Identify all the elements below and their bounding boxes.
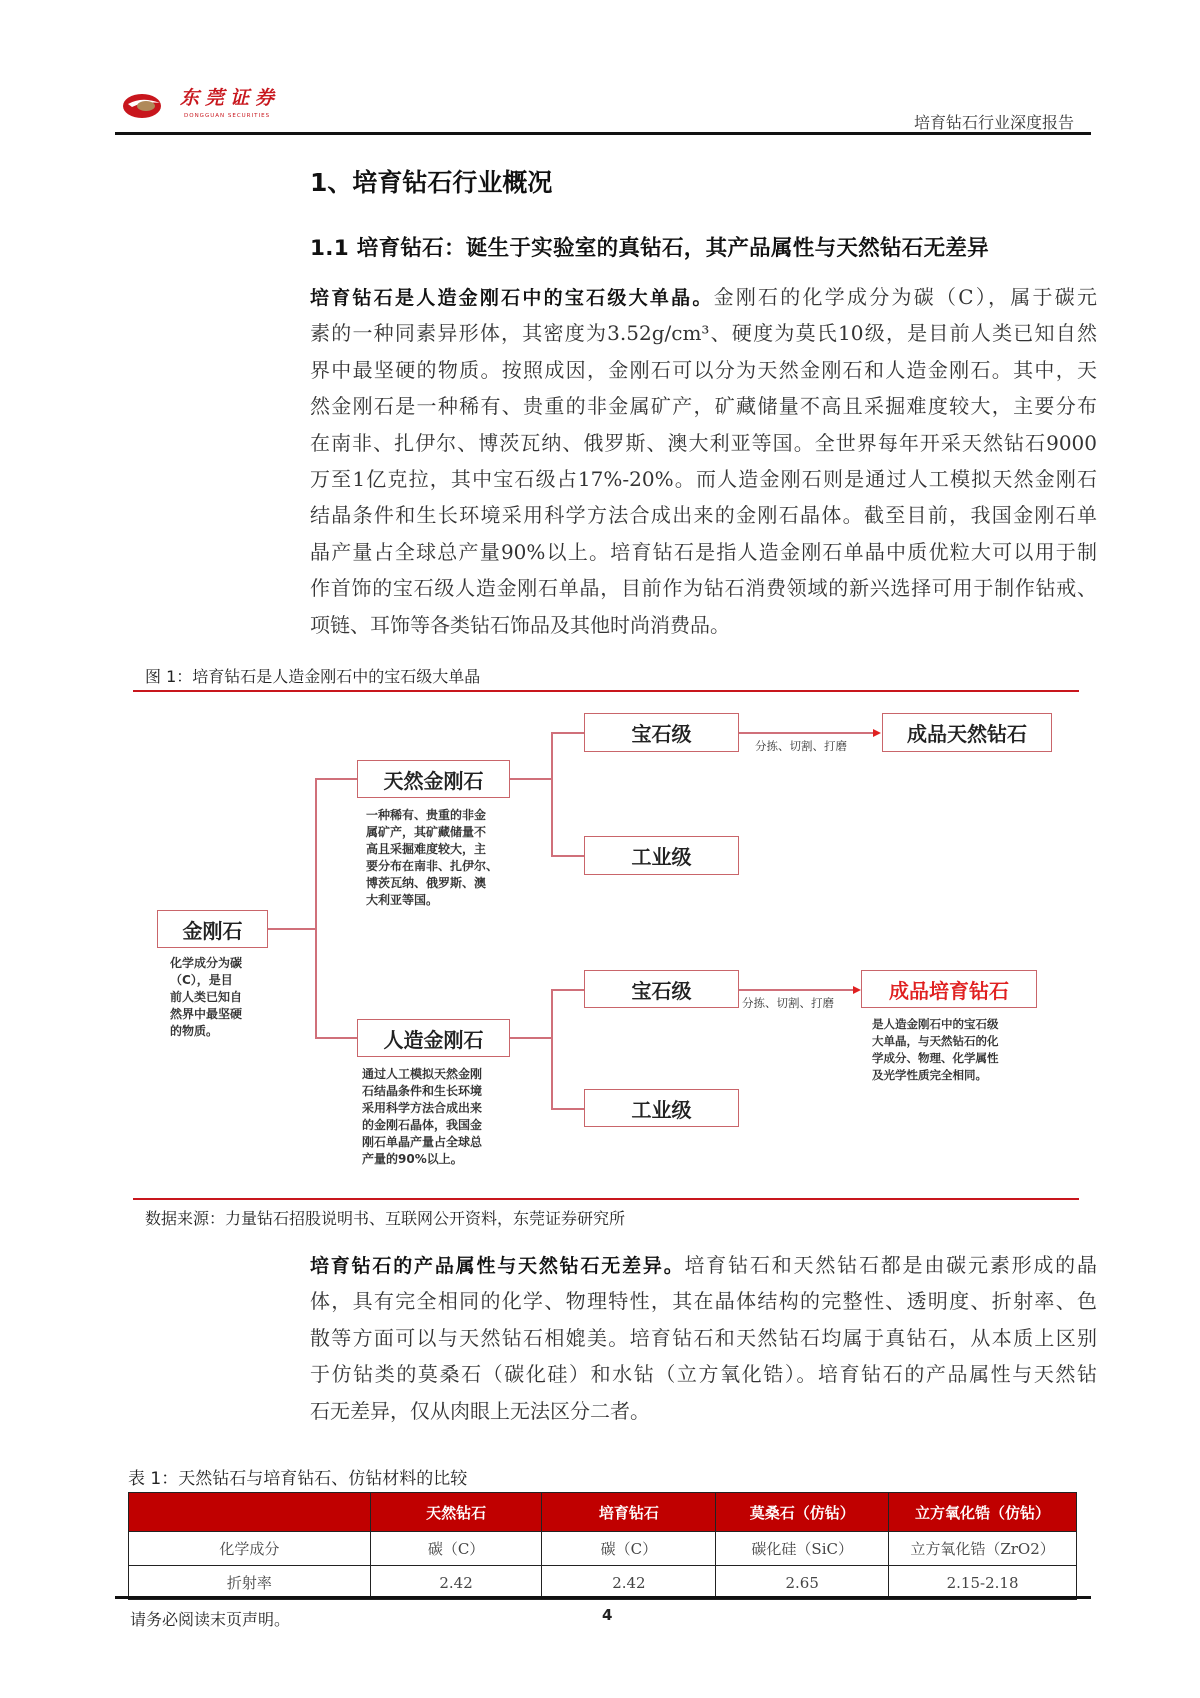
paragraph-line: 结晶条件和生长环境采用科学方法合成出来的金刚石晶体。截至目前，我国金刚石单 (310, 503, 1097, 528)
desc-line: 要分布在南非、扎伊尔、 (366, 859, 499, 873)
connector (551, 989, 553, 1109)
process-arrow-line (738, 732, 874, 734)
table-cell: 立方氧化锆（ZrO2） (889, 1532, 1077, 1566)
node-natural-product: 成品天然钻石 (882, 713, 1052, 752)
desc-line: 刚石单晶产量占全球总 (362, 1135, 483, 1149)
arrow-head-icon (873, 729, 881, 737)
paragraph-line: 于仿钻类的莫桑石（碳化硅）和水钻（立方氧化锆）。培育钻石的产品属性与天然钻 (310, 1362, 1097, 1387)
figure-top-rule (133, 690, 1079, 692)
table-caption: 表 1：天然钻石与培育钻石、仿钻材料的比较 (128, 1469, 468, 1489)
process-arrow-line (738, 989, 854, 991)
table-row (129, 1566, 1077, 1600)
column-header (129, 1493, 371, 1532)
page-number: 4 (602, 1606, 613, 1624)
desc-line: 前人类已知自 (170, 990, 243, 1004)
paragraph-lead: 培育钻石的产品属性与天然钻石无差异。 (310, 1255, 685, 1277)
subsection-title: 1.1 培育钻石：诞生于实验室的真钻石，其产品属性与天然钻石无差异 (310, 236, 989, 261)
node-synthetic-gem-grade: 宝石级 (584, 970, 739, 1008)
paragraph-line: 石无差异，仅从肉眼上无法区分二者。 (310, 1398, 650, 1423)
desc-line: 采用科学方法合成出来 (362, 1101, 483, 1115)
table-cell: 2.42 (542, 1566, 716, 1600)
desc-line: 化学成分为碳 (170, 956, 243, 970)
line-text: 金刚石的化学成分为碳（C），属于碳元 (713, 285, 1097, 309)
connector (551, 1108, 584, 1110)
desc-line: 的金刚石晶体，我国金 (362, 1118, 483, 1132)
footer-divider (115, 1596, 1091, 1599)
desc-line: 大利亚等国。 (366, 893, 439, 907)
table-cell: 碳（C） (542, 1532, 716, 1566)
paragraph-lead: 培育钻石是人造金刚石中的宝石级大单晶。 (310, 287, 714, 309)
figure-source: 数据来源：力量钻石招股说明书、互联网公开资料，东莞证券研究所 (145, 1209, 626, 1228)
connector (551, 732, 553, 856)
paragraph-line: 晶产量占全球总产量90%以上。培育钻石是指人造金刚石单晶中质优粒大可以用于制 (310, 539, 1097, 564)
figure-bottom-rule (133, 1198, 1079, 1200)
paragraph-line: 素的一种同素异形体，其密度为3.52g/cm³、硬度为莫氏10级，是目前人类已知自然 (310, 321, 1097, 346)
connector (551, 855, 584, 857)
paragraph-line: 项链、耳饰等各类钻石饰品及其他时尚消费品。 (310, 612, 730, 637)
table-cell: 碳化硅（SiC） (716, 1532, 889, 1566)
node-natural-gem-grade: 宝石级 (584, 713, 739, 752)
desc-line: 学成分、物理、化学属性 (872, 1051, 999, 1065)
table-header-row (129, 1493, 1077, 1532)
company-logo (122, 92, 166, 120)
connector (509, 1037, 551, 1039)
column-header: 立方氧化锆（仿钻） (889, 1493, 1077, 1532)
desc-line: 是人造金刚石中的宝石级 (872, 1017, 999, 1031)
connector (315, 1037, 357, 1039)
desc-line: 一种稀有、贵重的非金 (366, 808, 487, 822)
paragraph-2 (310, 1247, 1097, 1429)
brand-name-en: DONGGUAN SECURITIES (184, 113, 271, 119)
node-synthetic-diamond: 人造金刚石 (357, 1019, 510, 1057)
footer-disclaimer: 请务必阅读末页声明。 (130, 1610, 291, 1629)
table-cell: 化学成分 (129, 1532, 371, 1566)
table-row (129, 1532, 1077, 1566)
desc-line: 高且采掘难度较大，主 (366, 842, 487, 856)
table-cell: 2.15-2.18 (889, 1566, 1077, 1600)
desc-line: 的物质。 (170, 1024, 219, 1038)
desc-line: 属矿产，其矿藏储量不 (366, 825, 487, 839)
header-divider (115, 132, 1091, 135)
connector (267, 928, 315, 930)
node-synthetic-industrial-grade: 工业级 (584, 1089, 739, 1127)
paragraph-line (310, 279, 1097, 315)
connector (315, 778, 357, 780)
paragraph-line: 在南非、扎伊尔、博茨瓦纳、俄罗斯、澳大利亚等国。全世界每年开采天然钻石9000 (310, 430, 1097, 455)
table-cell: 2.42 (370, 1566, 542, 1600)
column-header: 天然钻石 (370, 1493, 542, 1532)
node-diamond-desc (170, 955, 242, 1040)
arrow-head-icon (853, 986, 861, 994)
node-diamond: 金刚石 (157, 910, 268, 948)
paragraph-line: 然金刚石是一种稀有、贵重的非金属矿产，矿藏储量不高且采掘难度较大，主要分布 (310, 394, 1097, 419)
paragraph-line: 作首饰的宝石级人造金刚石单晶，目前作为钻石消费领域的新兴选择可用于制作钻戒、 (310, 576, 1097, 601)
desc-line: 石结晶条件和生长环境 (362, 1084, 483, 1098)
paragraph-line: 界中最坚硬的物质。按照成因，金刚石可以分为天然金刚石和人造金刚石。其中，天 (310, 357, 1097, 382)
figure-caption: 图 1：培育钻石是人造金刚石中的宝石级大单晶 (145, 667, 481, 686)
desc-line: 大单晶，与天然钻石的化 (872, 1034, 999, 1048)
column-header: 莫桑石（仿钻） (716, 1493, 889, 1532)
desc-line: 博茨瓦纳、俄罗斯、澳 (366, 876, 487, 890)
paragraph-line (310, 1247, 1097, 1283)
node-natural-desc (366, 807, 498, 909)
process-label: 分拣、切割、打磨 (755, 739, 847, 753)
report-title: 培育钻石行业深度报告 (913, 113, 1074, 132)
desc-line: 通过人工模拟天然金刚 (362, 1067, 483, 1081)
paragraph-line: 万至1亿克拉，其中宝石级占17%-20%。而人造金刚石则是通过人工模拟天然金刚石 (310, 466, 1097, 491)
node-natural-industrial-grade: 工业级 (584, 836, 739, 875)
desc-line: 然界中最坚硬 (170, 1007, 243, 1021)
paragraph-line: 散等方面可以与天然钻石相媲美。培育钻石和天然钻石均属于真钻石，从本质上区别 (310, 1325, 1097, 1350)
paragraph-line: 体，具有完全相同的化学、物理特性，其在晶体结构的完整性、透明度、折射率、色 (310, 1289, 1097, 1314)
line-text: 培育钻石和天然钻石都是由碳元素形成的晶 (684, 1253, 1097, 1277)
column-header: 培育钻石 (542, 1493, 716, 1532)
connector (509, 778, 551, 780)
logo-swoosh-icon (122, 92, 166, 120)
node-natural-diamond: 天然金刚石 (357, 760, 510, 798)
table-cell: 碳（C） (370, 1532, 542, 1566)
connector (551, 732, 584, 734)
connector (551, 989, 584, 991)
process-label: 分拣、切割、打磨 (742, 996, 834, 1010)
paragraph-1 (310, 279, 1097, 643)
section-title: 1、培育钻石行业概况 (310, 168, 553, 197)
table-cell: 折射率 (129, 1566, 371, 1600)
connector (315, 778, 317, 1037)
brand-name-cn: 东莞证券 (180, 87, 281, 109)
node-synthetic-desc (362, 1066, 482, 1168)
comparison-table (128, 1492, 1077, 1600)
desc-line: 产量的90%以上。 (362, 1152, 463, 1166)
desc-line: （C），是目 (170, 973, 233, 987)
table-cell: 2.65 (716, 1566, 889, 1600)
node-lab-grown-desc (872, 1016, 999, 1084)
node-lab-grown-product: 成品培育钻石 (861, 970, 1037, 1008)
desc-line: 及光学性质完全相同。 (872, 1068, 987, 1082)
